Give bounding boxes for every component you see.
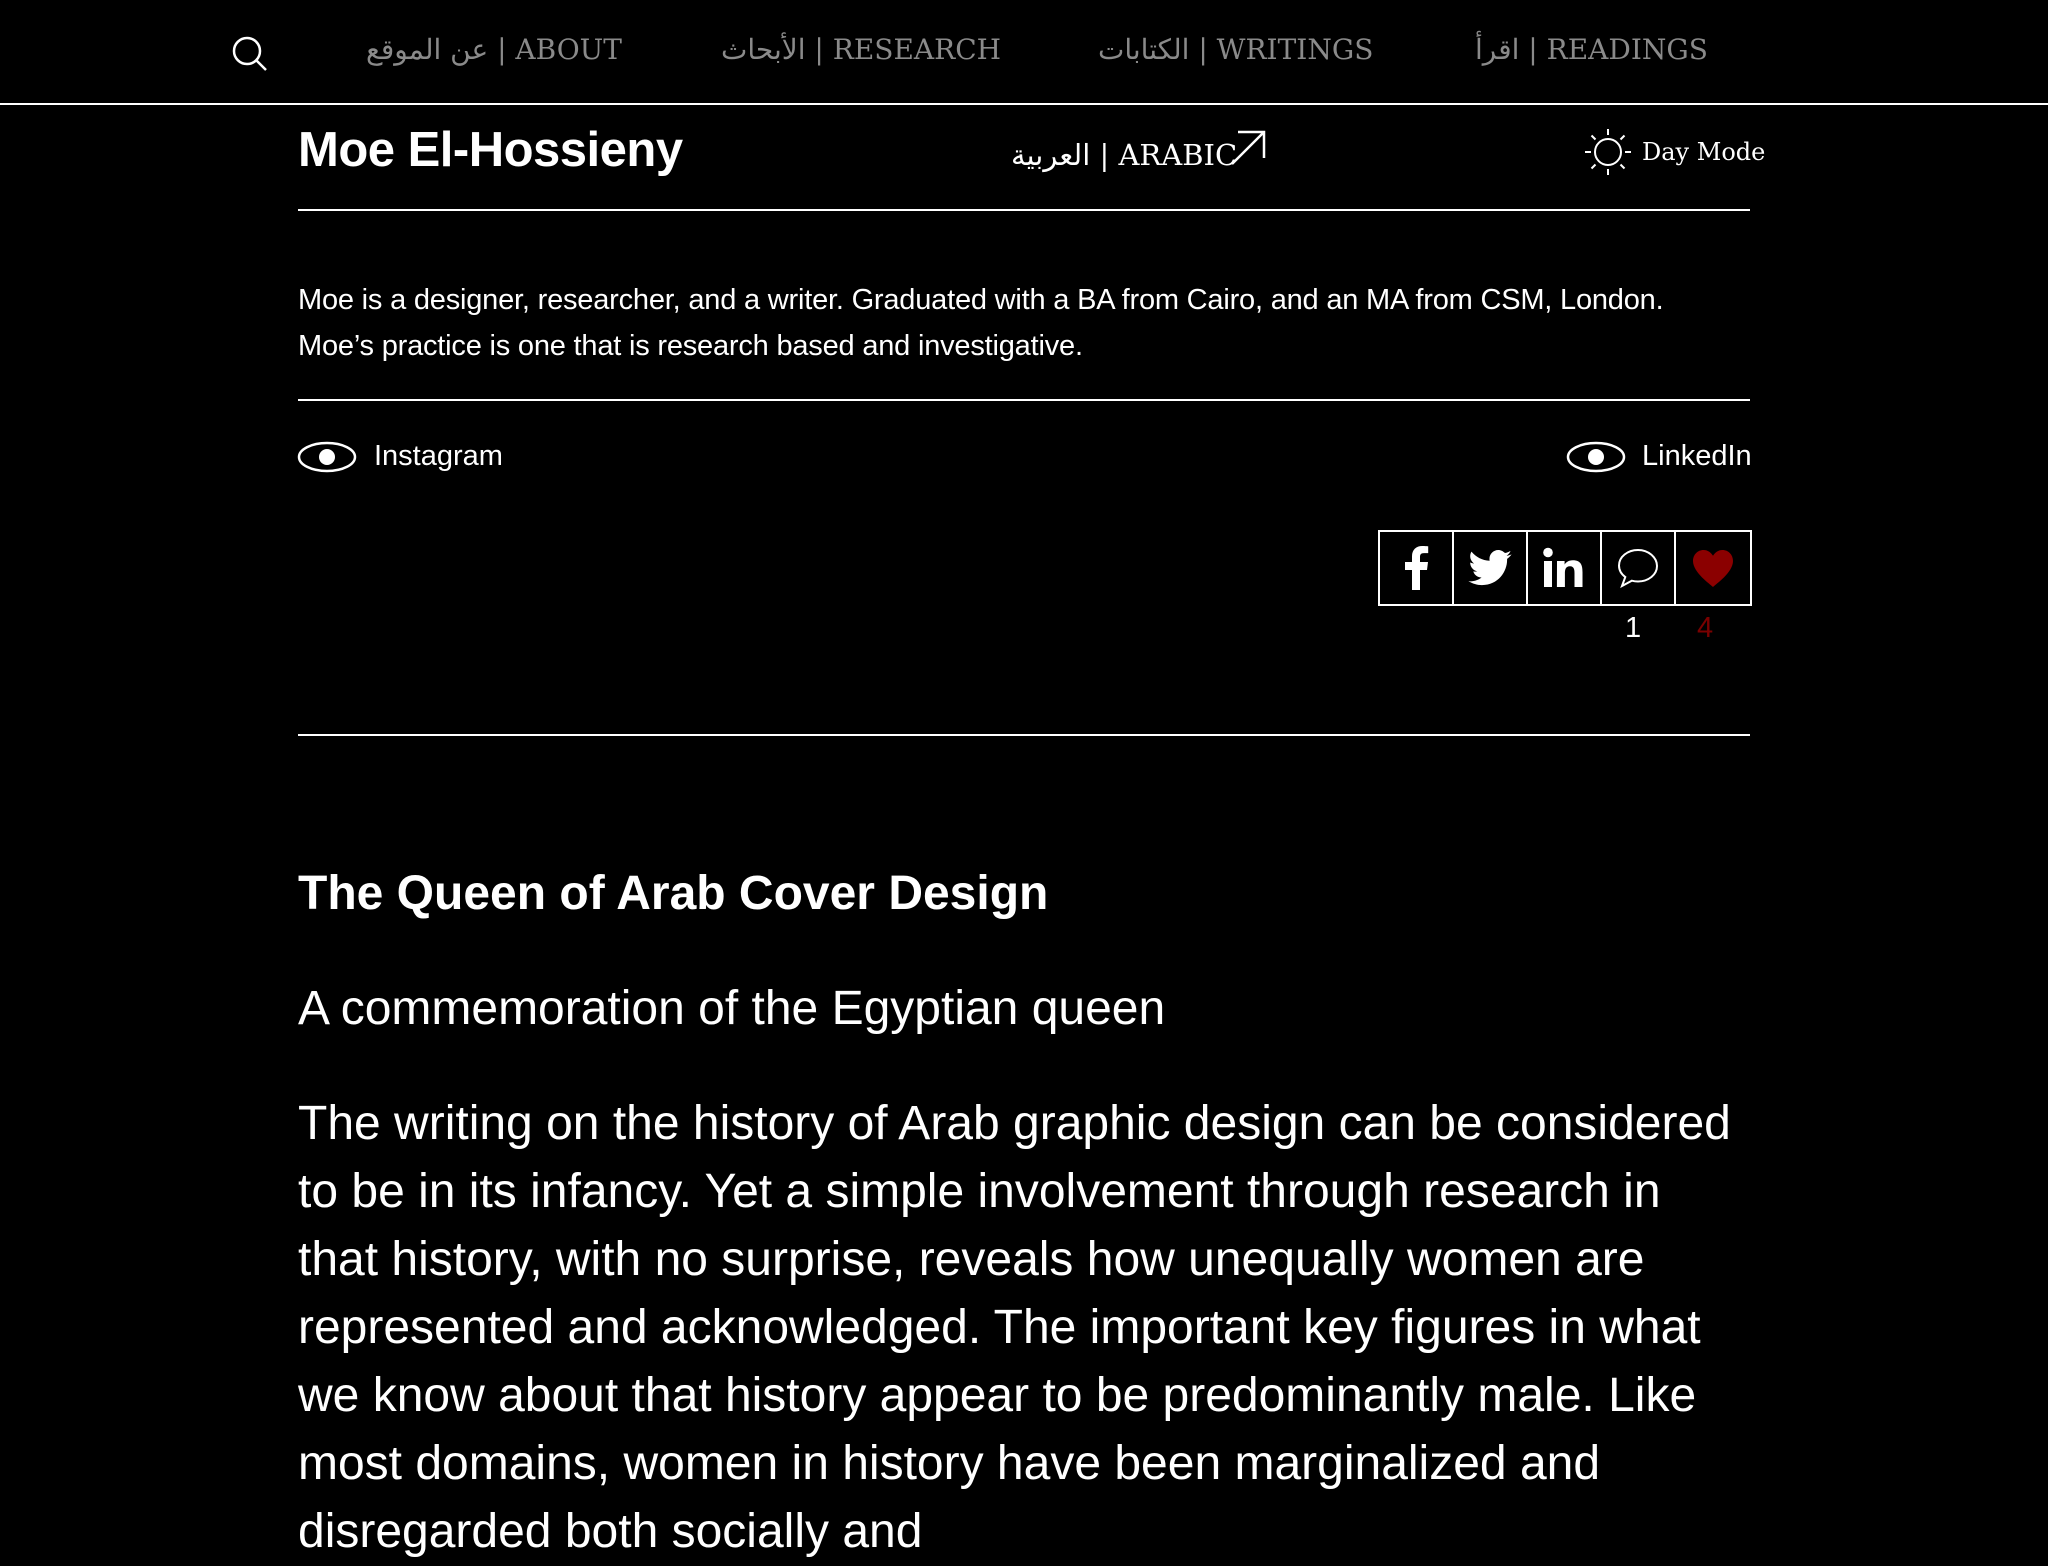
day-mode-toggle[interactable]: Day Mode bbox=[1642, 138, 1766, 166]
nav-about-link[interactable]: عن الموقع | ABOUT bbox=[366, 33, 622, 66]
eye-icon[interactable] bbox=[297, 441, 357, 473]
linkedin-icon bbox=[1543, 547, 1585, 589]
twitter-icon bbox=[1468, 550, 1512, 586]
top-navigation bbox=[0, 0, 2048, 105]
share-twitter-button[interactable] bbox=[1454, 532, 1528, 604]
author-bio bbox=[298, 277, 1750, 369]
share-bar bbox=[1378, 530, 1752, 606]
instagram-link[interactable]: Instagram bbox=[374, 440, 503, 472]
nav-writings-link[interactable]: الكتابات | WRITINGS bbox=[1098, 33, 1374, 66]
arabic-language-link[interactable]: العربية | ARABIC bbox=[1011, 138, 1238, 172]
search-icon[interactable] bbox=[230, 34, 270, 74]
bio-line: Moe’s practice is one that is research based and investigative. bbox=[298, 330, 1083, 362]
share-linkedin-button[interactable] bbox=[1528, 532, 1602, 604]
linkedin-link[interactable]: LinkedIn bbox=[1642, 440, 1752, 472]
divider bbox=[298, 734, 1750, 736]
bio-line: Moe is a designer, researcher, and a writer. Graduated with a BA from Cairo, and an MA from CSM, London. bbox=[298, 284, 1664, 316]
like-count: 4 bbox=[1697, 612, 1714, 644]
sun-icon[interactable] bbox=[1583, 127, 1633, 177]
nav-readings-link[interactable]: اقرأ | READINGS bbox=[1475, 33, 1708, 66]
like-button[interactable] bbox=[1676, 532, 1750, 604]
site-title[interactable]: Moe El-Hossieny bbox=[298, 123, 683, 177]
facebook-icon bbox=[1403, 546, 1429, 590]
share-facebook-button[interactable] bbox=[1380, 532, 1454, 604]
article-body: The writing on the history of Arab graphic design can be considered to be in its infancy. Yet a simple involvement through research in that history, with no surprise, reveals how unequally women are represented and acknowledged. The important key figures in what we know about that history appear to be predominantly male. Like most domains, women in history have been marginalized and disregarded both socially and bbox=[298, 1097, 1731, 1558]
divider bbox=[298, 399, 1750, 401]
heart-icon bbox=[1691, 548, 1735, 588]
comment-button[interactable] bbox=[1602, 532, 1676, 604]
nav-research-link[interactable]: الأبحاث | RESEARCH bbox=[721, 33, 1002, 66]
arrow-up-right-icon[interactable] bbox=[1228, 128, 1268, 168]
comment-icon bbox=[1616, 547, 1660, 589]
article-subtitle: A commemoration of the Egyptian queen bbox=[298, 982, 1166, 1035]
comment-count: 1 bbox=[1625, 612, 1642, 644]
divider bbox=[298, 209, 1750, 211]
article-title: The Queen of Arab Cover Design bbox=[298, 867, 1049, 920]
eye-icon[interactable] bbox=[1566, 441, 1626, 473]
